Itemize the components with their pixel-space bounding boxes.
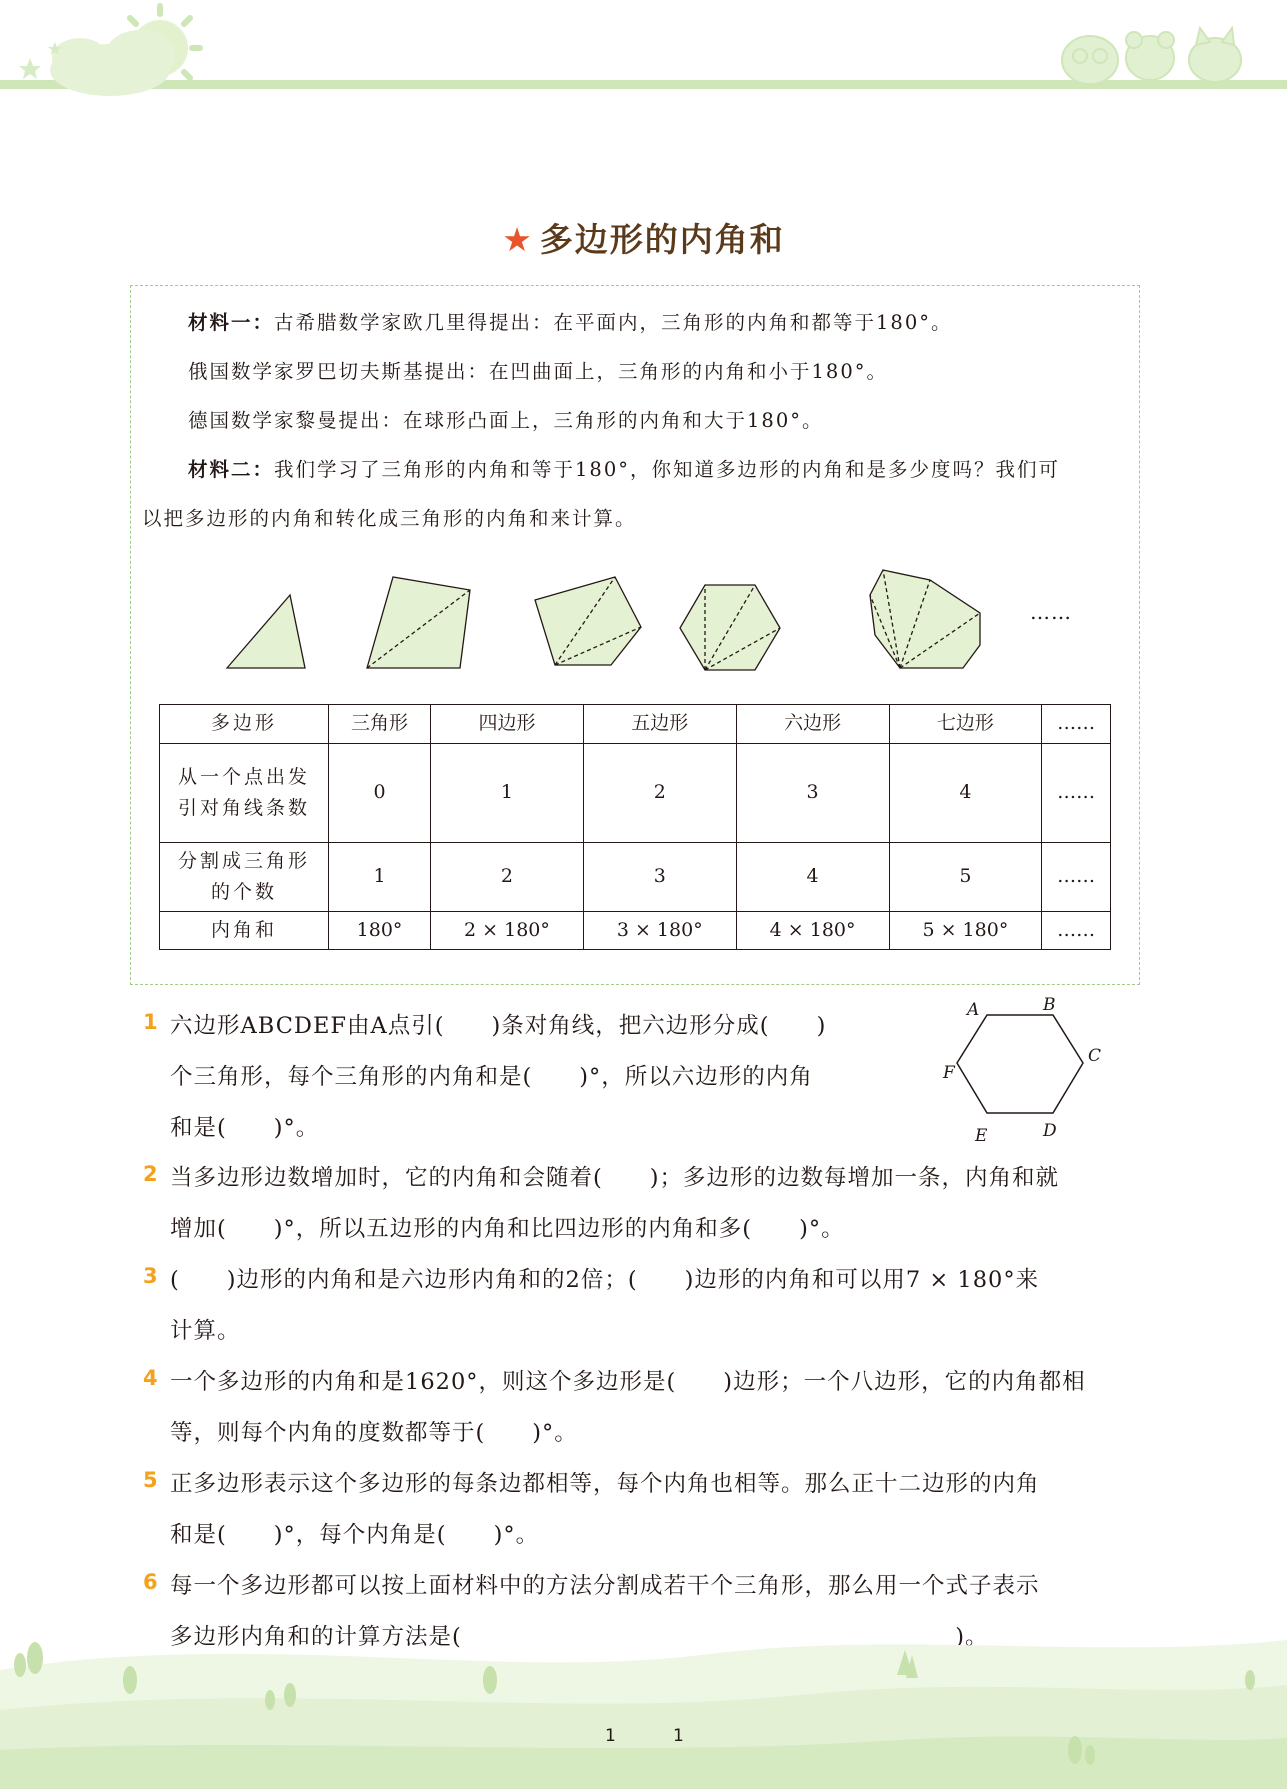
table-cell: 2 (583, 744, 736, 843)
material-line-4 (188, 454, 1060, 482)
question-line: 和是( )°。 (170, 1115, 320, 1141)
table-cell: 4 (889, 744, 1042, 843)
row-label-line: 的个数 (210, 881, 277, 903)
table-header-cell: …… (1042, 705, 1111, 744)
question-line: 一个多边形的内角和是1620°，则这个多边形是( )边形；一个八边形，它的内角都相 (170, 1369, 1086, 1395)
question-number: 1 (143, 1010, 158, 1034)
question-line: 多边形内角和的计算方法是( )。 (170, 1624, 989, 1650)
material-one-label: 材料一： (188, 311, 275, 334)
table-cell: 4 (736, 843, 889, 912)
question-line: 增加( )°，所以五边形的内角和比四边形的内角和多( )°。 (170, 1216, 845, 1242)
table-cell: …… (1042, 912, 1111, 950)
question-line: 计算。 (170, 1318, 241, 1344)
table-cell: 1 (431, 744, 584, 843)
header-decoration (0, 0, 1287, 110)
table-cell: 180° (329, 912, 431, 950)
table-cell: …… (1042, 744, 1111, 843)
title-text: 多边形的内角和 (539, 220, 785, 259)
question-line: ( )边形的内角和是六边形内角和的2倍；( )边形的内角和可以用7 × 180°来 (170, 1267, 1040, 1293)
vertex-label-c: C (1088, 1046, 1102, 1066)
triangle-figure (227, 595, 305, 668)
hexagon-figure (680, 585, 780, 670)
question-number: 2 (143, 1162, 158, 1186)
question-line: 和是( )°，每个内角是( )°。 (170, 1522, 540, 1548)
question-line: 正多边形表示这个多边形的每条边都相等，每个内角也相等。那么正十二边形的内角 (170, 1471, 1040, 1497)
question-line: 等，则每个内角的度数都等于( )°。 (170, 1420, 578, 1446)
table-cell: 5 × 180° (889, 912, 1042, 950)
row-label-line: 引对角线条数 (177, 797, 310, 819)
table-row-triangles (160, 843, 1111, 912)
table-row-angle-sum (160, 912, 1111, 950)
material-two-text: 我们学习了三角形的内角和等于180°，你知道多边形的内角和是多少度吗？我们可 (274, 458, 1060, 481)
table-header-cell: 三角形 (329, 705, 431, 744)
material-line-2: 俄国数学家罗巴切夫斯基提出：在凹曲面上，三角形的内角和小于180°。 (188, 360, 888, 383)
table-header-row (160, 705, 1111, 744)
table-cell: 5 (889, 843, 1042, 912)
title-star-icon: ★ (502, 220, 534, 259)
row-label-line: 分割成三角形 (177, 849, 310, 872)
vertex-label-f: F (943, 1063, 955, 1083)
table-cell: 2 × 180° (431, 912, 584, 950)
row-label-line: 从一个点出发 (177, 765, 310, 788)
heptagon-figure (870, 570, 980, 668)
question-number: 3 (143, 1264, 158, 1288)
table-cell: …… (1042, 843, 1111, 912)
table-header-cell: 六边形 (736, 705, 889, 744)
page-number-digit: 1 (605, 1726, 616, 1746)
table-cell: 4 × 180° (736, 912, 889, 950)
question-line: 当多边形边数增加时，它的内角和会随着( )；多边形的边数每增加一条，内角和就 (170, 1165, 1060, 1191)
polygon-figures (215, 555, 1095, 680)
page-number-digit: 1 (673, 1726, 684, 1746)
quadrilateral-figure (367, 577, 470, 668)
vertex-label-a: A (967, 1000, 980, 1020)
table-cell: 3 × 180° (583, 912, 736, 950)
question-number: 5 (143, 1468, 158, 1492)
table-cell: 3 (583, 843, 736, 912)
table-cell: 0 (329, 744, 431, 843)
table-header-cell: 多边形 (160, 705, 329, 744)
material-line-1 (188, 307, 953, 335)
footer-decoration (0, 1600, 1287, 1789)
page-title (0, 214, 1287, 261)
vertex-label-e: E (975, 1126, 988, 1146)
table-cell: 3 (736, 744, 889, 843)
question-number: 6 (143, 1570, 158, 1594)
more-shapes-ellipsis: …… (1030, 600, 1072, 624)
polygon-table (159, 704, 1111, 950)
cartoon-animals-icon (1062, 28, 1241, 84)
material-two-label: 材料二： (188, 458, 275, 481)
table-row-diagonals (160, 744, 1111, 843)
row-label (160, 744, 329, 843)
table-cell: 1 (329, 843, 431, 912)
material-one-text: 古希腊数学家欧几里得提出：在平面内，三角形的内角和都等于180°。 (274, 311, 953, 334)
question-line: 每一个多边形都可以按上面材料中的方法分割成若干个三角形，那么用一个式子表示 (170, 1573, 1040, 1599)
question-line: 六边形ABCDEF由A点引( )条对角线，把六边形分成( ) (170, 1013, 827, 1039)
table-header-cell: 七边形 (889, 705, 1042, 744)
vertex-label-d: D (1043, 1121, 1057, 1141)
row-label (160, 843, 329, 912)
question-number: 4 (143, 1366, 158, 1390)
table-header-cell: 五边形 (583, 705, 736, 744)
cloud-icon (50, 30, 175, 96)
vertex-label-b: B (1043, 995, 1056, 1015)
material-line-3: 德国数学家黎曼提出：在球形凸面上，三角形的内角和大于180°。 (188, 409, 824, 432)
question-line: 个三角形，每个三角形的内角和是( )°，所以六边形的内角 (170, 1064, 813, 1090)
row-label: 内角和 (160, 912, 329, 950)
material-line-5: 以把多边形的内角和转化成三角形的内角和来计算。 (142, 507, 637, 530)
pentagon-figure (535, 577, 641, 665)
table-header-cell: 四边形 (431, 705, 584, 744)
hexagon-abcdef-figure (925, 995, 1115, 1155)
table-cell: 2 (431, 843, 584, 912)
